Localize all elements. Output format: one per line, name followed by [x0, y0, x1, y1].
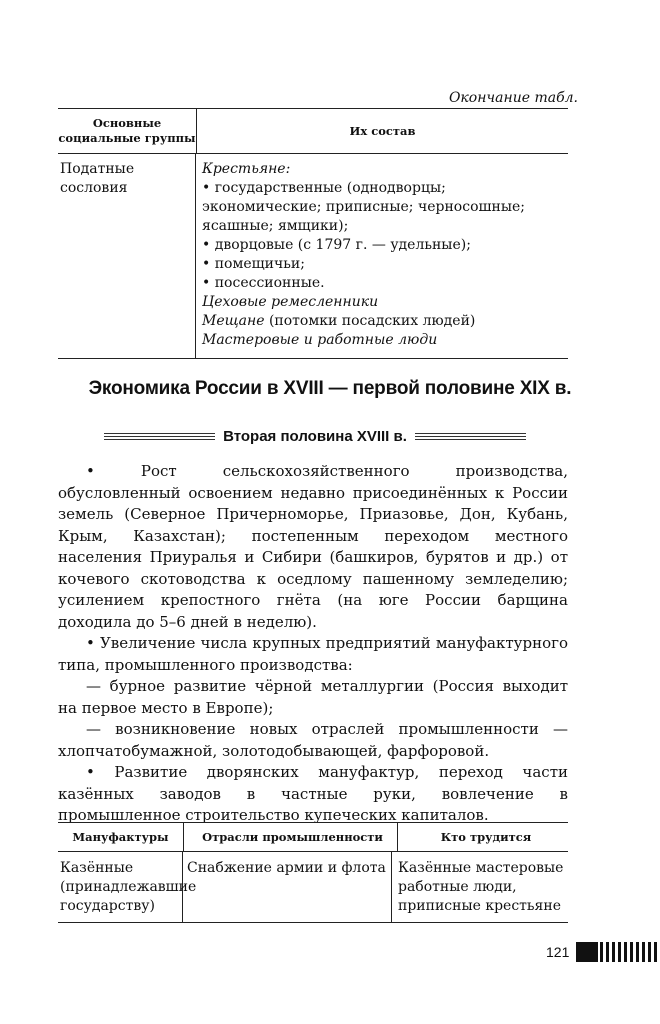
paragraph: • Увеличение числа крупных предприятий мануфактурного типа, промышленного производства:: [58, 634, 568, 674]
meshchane-term: Мещане: [202, 313, 265, 329]
manufactories-table: [58, 822, 568, 923]
paragraph: • Рост сельскохозяйственного производства, обусловленный освоением недавно присоединённых к России земель (Северное Причерноморье, Приазовье, Дон, Кубань, Крым, Казахстан); постепенным переходом местного населения Приуралья и Сибири (башкиров, бурятов и др.) от кочевого скотоводства к оседлому пашенному земледелию; усилением крепостного гнёта (на юге России барщина доходила до 5–6 дней в неделю).: [58, 462, 568, 631]
decorative-rule-right: [415, 433, 526, 440]
list-item: • посессионные.: [202, 274, 568, 293]
table-header: [58, 109, 568, 154]
section-title: Экономика России в XVIII — первой половине XIX в.: [88, 378, 572, 399]
table-continuation-note: Окончание табл.: [448, 90, 578, 106]
industry-cell: Снабжение армии и флота: [183, 852, 392, 922]
decorative-rule-left: [104, 433, 215, 440]
column-header-manufactories: Мануфактуры: [58, 823, 184, 851]
subsection-title: Вторая половина XVIII в.: [223, 427, 407, 445]
column-header-workers: Кто трудится: [440, 830, 532, 844]
social-groups-table: [58, 108, 568, 359]
composition-cell: [196, 154, 568, 358]
list-item: Крестьяне:: [202, 161, 291, 177]
paragraph: • Развитие дворянских мануфактур, переход части казённых заводов в частные руки, вовлечение в промышленное строительство купеческих капиталов.: [58, 763, 568, 824]
paragraph: — возникновение новых отраслей промышленности — хлопчатобумажной, золотодобывающей, фарфоровой.: [58, 720, 568, 760]
manufactory-cell: Казённые (принадлежавшие государству): [58, 852, 183, 922]
list-item: Цеховые ремесленники: [202, 294, 379, 310]
list-item: Мастеровые и работные люди: [202, 332, 438, 348]
list-item: • дворцовые (с 1797 г. — удельные);: [202, 236, 568, 255]
table-header: [58, 823, 568, 852]
table-row: [58, 852, 568, 922]
body-text: [58, 461, 568, 827]
paragraph: — бурное развитие чёрной металлургии (Россия выходит на первое место в Европе);: [58, 677, 568, 717]
column-header-composition: Их состав: [349, 124, 416, 138]
page-number: 121: [546, 944, 570, 960]
group-cell: Податные сословия: [58, 154, 196, 358]
list-item: • помещичьи;: [202, 255, 568, 274]
column-header-groups: Основные социальные группы: [58, 109, 197, 153]
table-row: [58, 154, 568, 358]
subsection-header: [104, 427, 526, 445]
list-item: [202, 312, 568, 331]
list-item: • государственные (однодворцы; экономические; приписные; черносошные; ясашные; ямщики);: [202, 179, 568, 236]
page-marker-bar: [576, 942, 660, 962]
column-header-industries: Отрасли промышленности: [184, 823, 398, 851]
meshchane-note: (потомки посадских людей): [264, 313, 476, 329]
workers-cell: Казённые мастеровые работные люди, приписные крестьяне: [398, 860, 564, 914]
